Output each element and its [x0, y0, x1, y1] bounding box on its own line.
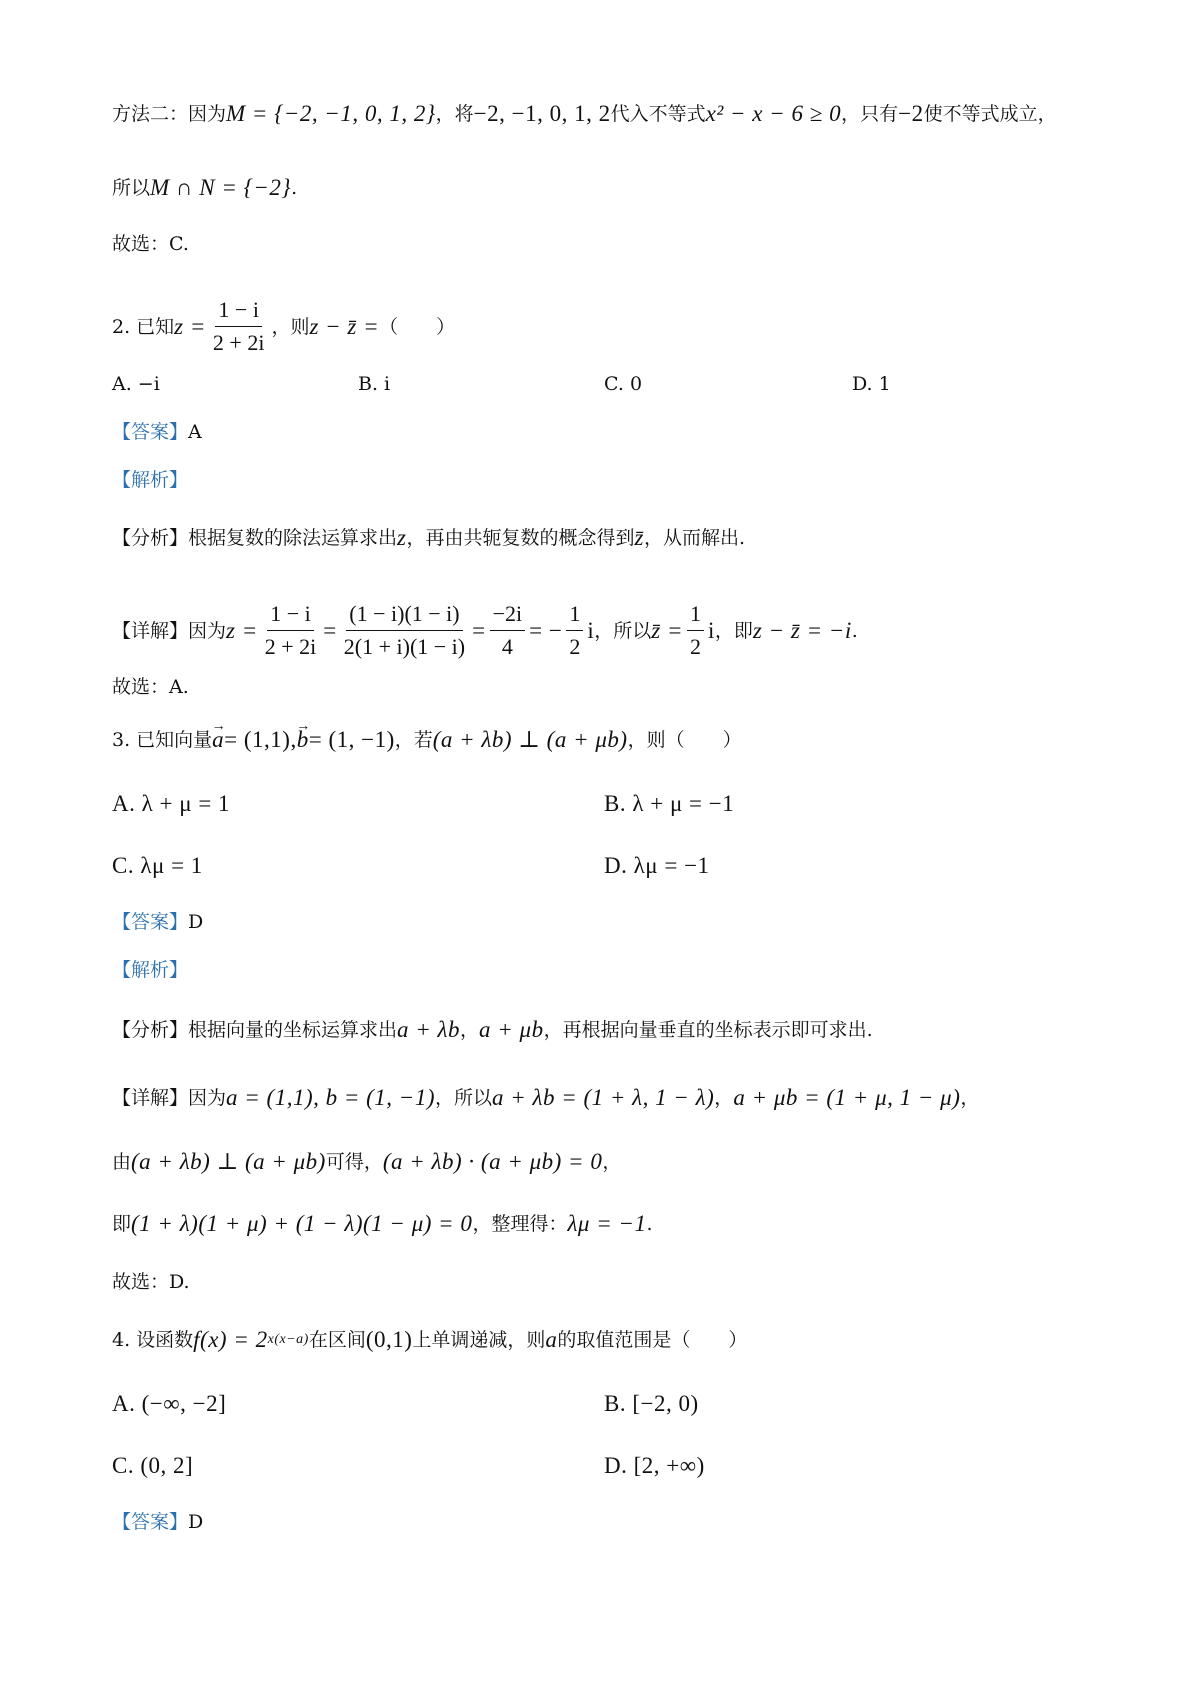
- tag: 【分析】: [112, 527, 189, 549]
- equals: =: [472, 617, 486, 643]
- denominator: 2 + 2i: [264, 634, 317, 659]
- text: ，将: [435, 103, 474, 125]
- fraction: [341, 600, 468, 661]
- text: ，只有: [841, 103, 899, 125]
- text: ，所以: [594, 619, 652, 642]
- text: 根据复数的除法运算求出: [188, 527, 398, 549]
- math-def: a = (1,1), b = (1, −1): [226, 1085, 435, 1110]
- math-result: z − z̄ = −i: [752, 617, 852, 643]
- math-equation: (1 + λ)(1 + μ) + (1 − λ)(1 − μ) = 0: [131, 1211, 473, 1236]
- text: ，则: [271, 315, 310, 338]
- math-values: −2, −1, 0, 1, 2: [473, 101, 611, 126]
- numerator: 1 − i: [215, 296, 262, 327]
- math-def: = (1,1),: [224, 727, 297, 752]
- question-number: 3. 已知向量: [112, 729, 213, 751]
- math-condition: (a + λb) ⊥ (a + μb): [131, 1149, 326, 1174]
- math-def: = (1, −1): [308, 727, 395, 752]
- answer-line: [112, 908, 1140, 936]
- answer-line: [112, 1508, 1140, 1536]
- option-d: D. [2, +∞): [604, 1453, 705, 1478]
- denominator: 2: [569, 634, 581, 659]
- text: ，: [714, 1087, 734, 1109]
- text: ，: [602, 1151, 622, 1173]
- denominator: 2 + 2i: [212, 330, 265, 355]
- equals: = −: [529, 617, 563, 643]
- math-z: z: [397, 525, 407, 550]
- choice-line: 故选：D.: [112, 1271, 190, 1293]
- answer-line: [112, 418, 1140, 446]
- denominator: 2: [689, 634, 701, 659]
- math-dot-product: (a + λb) · (a + μb) = 0: [382, 1149, 603, 1174]
- text: 由: [112, 1151, 132, 1173]
- math-z: z =: [226, 617, 258, 643]
- answer-value: A: [188, 421, 202, 443]
- numerator: 1 − i: [267, 600, 314, 631]
- math-expr: a + λb: [397, 1017, 461, 1042]
- answer-value: D: [188, 1511, 204, 1533]
- math-a: a: [545, 1327, 558, 1352]
- math-z: z =: [174, 313, 206, 339]
- text: ，则（ ）: [627, 729, 742, 751]
- equals: =: [323, 617, 337, 643]
- option-c: C. 0: [604, 373, 643, 395]
- text: 的取值范围是（ ）: [557, 1329, 748, 1351]
- fraction: [210, 296, 268, 357]
- math-function: f(x) = 2: [193, 1327, 268, 1352]
- detail-line-3: [112, 1210, 1140, 1238]
- text: ，从而解出.: [643, 527, 745, 549]
- text: 上单调递减，则: [412, 1329, 546, 1351]
- intersection-line: [112, 174, 1140, 202]
- denominator: 4: [501, 634, 513, 659]
- math-interval: (0,1): [365, 1327, 413, 1352]
- option-d: D. 1: [852, 373, 891, 395]
- text: 在区间: [308, 1329, 366, 1351]
- text: 因为: [188, 1087, 227, 1109]
- fraction: [262, 600, 320, 661]
- fraction: [687, 600, 704, 661]
- text: ，: [460, 1019, 480, 1041]
- text: 可得，: [325, 1151, 383, 1173]
- answer-tag: 【答案】: [112, 421, 189, 443]
- text: ，再根据向量垂直的坐标表示即可求出.: [543, 1019, 873, 1041]
- numerator: 1: [566, 600, 583, 631]
- denominator: 2(1 + i)(1 − i): [343, 634, 466, 659]
- math-set-m: M = {−2, −1, 0, 1, 2}: [226, 101, 436, 126]
- option-a: A. λ + μ = 1: [112, 791, 231, 816]
- text: 因为: [188, 619, 227, 642]
- analysis-line: [112, 1016, 1140, 1044]
- tag: 【详解】: [112, 1087, 189, 1109]
- math-i: i: [587, 617, 595, 643]
- answer-tag: 【答案】: [112, 1511, 189, 1533]
- tag: 【详解】: [112, 619, 189, 642]
- text: ，所以: [434, 1087, 492, 1109]
- analysis-line: [112, 524, 1140, 552]
- math-expr: a + μb = (1 + μ, 1 − μ): [733, 1085, 961, 1110]
- math-result: λμ = −1: [567, 1211, 647, 1236]
- text: .: [646, 1213, 653, 1235]
- math-expr: a + λb = (1 + λ, 1 − λ): [492, 1085, 715, 1110]
- text: 方法二：因为: [112, 103, 227, 125]
- question-number: 4. 设函数: [112, 1329, 194, 1351]
- option-c: C. λμ = 1: [112, 853, 203, 878]
- text: 根据向量的坐标运算求出: [188, 1019, 398, 1041]
- text: 使不等式成立，: [923, 103, 1057, 125]
- option-a: A. (−∞, −2]: [112, 1391, 227, 1416]
- answer-tag: 【答案】: [112, 911, 189, 933]
- math-condition: (a + λb) ⊥ (a + μb): [432, 727, 628, 752]
- text: .: [291, 177, 298, 199]
- text: ，: [960, 1087, 980, 1109]
- numerator: −2i: [490, 600, 526, 631]
- math-i: i: [707, 617, 715, 643]
- paren: （ ）: [379, 315, 456, 338]
- option-b: B. i: [358, 373, 391, 395]
- detail-line: [112, 1084, 1140, 1112]
- fraction: [490, 600, 526, 661]
- question-2: [112, 296, 1140, 357]
- answer-value: D: [188, 911, 204, 933]
- choice-line: 故选：C.: [112, 233, 189, 255]
- text: 所以: [112, 177, 151, 199]
- numerator: 1: [687, 600, 704, 631]
- text: 代入不等式: [610, 103, 706, 125]
- text: 即: [112, 1213, 132, 1235]
- math-value: −2: [898, 101, 924, 126]
- fraction: [566, 600, 583, 661]
- method-two-line: [112, 100, 1140, 128]
- analysis-tag: 【解析】: [112, 959, 189, 981]
- option-d: D. λμ = −1: [604, 853, 710, 878]
- math-intersection: M ∩ N = {−2}: [150, 175, 292, 200]
- text: ，再由共轭复数的概念得到: [406, 527, 635, 549]
- question-number: 2. 已知: [112, 315, 175, 338]
- option-c: C. (0, 2]: [112, 1453, 194, 1478]
- tag: 【分析】: [112, 1019, 189, 1041]
- choice-line: 故选：A.: [112, 676, 189, 698]
- detail-line-2: [112, 1148, 1140, 1176]
- math-expr: a + μb: [479, 1017, 544, 1042]
- analysis-tag: 【解析】: [112, 469, 189, 491]
- text: ，若: [394, 729, 433, 751]
- math-zbar: z̄ =: [651, 617, 683, 643]
- option-b: B. λ + μ = −1: [604, 791, 735, 816]
- math-inequality: x² − x − 6 ≥ 0: [705, 101, 842, 126]
- numerator: (1 − i)(1 − i): [346, 600, 462, 631]
- vector-a: → a: [212, 726, 224, 754]
- detail-line: [112, 600, 1140, 661]
- math-exponent: x(x−a): [267, 1332, 309, 1347]
- text: ，即: [714, 619, 753, 642]
- option-a: A. −i: [112, 373, 160, 395]
- question-4: [112, 1326, 1140, 1354]
- math-zbar: z̄: [634, 525, 644, 550]
- question-3: [112, 726, 1140, 754]
- text: ，整理得：: [472, 1213, 568, 1235]
- vector-b: → b: [297, 726, 309, 754]
- math-expr: z − z̄ =: [309, 313, 380, 339]
- text: .: [851, 619, 858, 642]
- option-b: B. [−2, 0): [604, 1391, 699, 1416]
